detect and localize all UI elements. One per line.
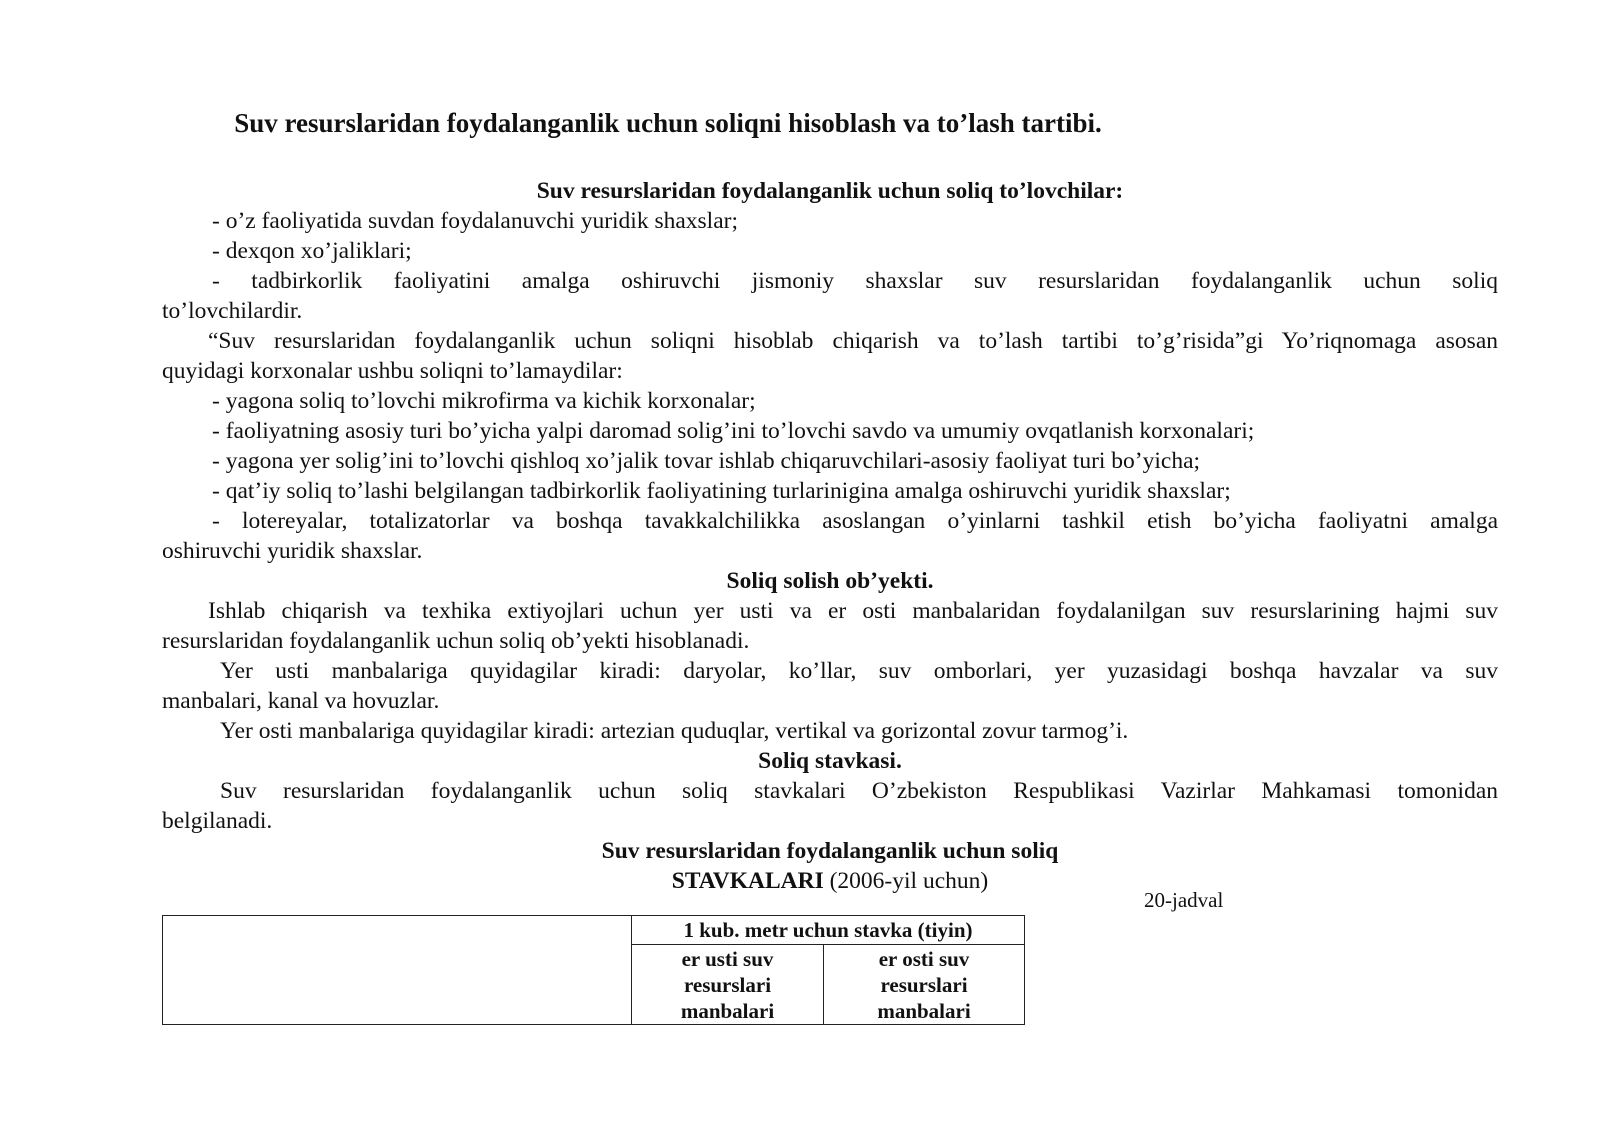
payer-item: - o’z faoliyatida suvdan foydalanuvchi yuridik shaxslar; — [212, 208, 738, 234]
exemption-intro: “Suv resurslaridan foydalanganlik uchun soliqni hisoblab chiqarish va to’lash tartibi to’g’risida”gi Yo’riqnomaga asosan — [208, 328, 1498, 354]
rate-heading: Soliq stavkasi. — [758, 748, 902, 774]
table-col-underground — [824, 945, 1025, 1025]
table-col-surface-line: resurslari — [683, 972, 772, 997]
payer-item-cont: to’lovchilardir. — [162, 298, 303, 324]
object-paragraph: Yer osti manbalariga quyidagilar kiradi: artezian quduqlar, vertikal va gorizontal zovur tarmog’i. — [220, 718, 1129, 744]
table-col-underground-line: er osti suv — [878, 946, 970, 971]
document-title: Suv resurslaridan foydalanganlik uchun soliqni hisoblash va to’lash tartibi. — [234, 108, 1102, 138]
rate-paragraph-cont: belgilanadi. — [162, 808, 273, 834]
exemption-intro-cont: quyidagi korxonalar ushbu soliqni to’lamaydilar: — [162, 358, 623, 384]
table-header-group: 1 kub. metr uchun stavka (tiyin) — [632, 916, 1025, 945]
exemption-item: - faoliyatning asosiy turi bo’yicha yalpi daromad solig’ini to’lovchi savdo va umumiy ovqatlanish korxonalari; — [212, 418, 1255, 444]
table-subtitle — [162, 866, 1498, 896]
object-paragraph: Ishlab chiqarish va texhika extiyojlari uchun yer usti va er osti manbalaridan foydalanilgan suv resurslarining hajmi suv — [208, 598, 1498, 624]
rate-paragraph: Suv resurslaridan foydalanganlik uchun soliq stavkalari O’zbekiston Respublikasi Vazirlar Mahkamasi tomonidan — [220, 778, 1498, 804]
table-subtitle-rest: (2006-yil uchun) — [823, 868, 989, 894]
payer-item: - tadbirkorlik faoliyatini amalga oshiruvchi jismoniy shaxslar suv resurslaridan foydalanganlik uchun soliq — [212, 268, 1498, 294]
table-col-underground-line: resurslari — [880, 972, 968, 997]
exemption-item: - yagona soliq to’lovchi mikrofirma va kichik korxonalar; — [212, 388, 756, 414]
table-number: 20-jadval — [1144, 888, 1224, 912]
payers-heading: Suv resurslaridan foydalanganlik uchun soliq to’lovchilar: — [536, 178, 1124, 204]
table-col-surface-line: er usti suv — [681, 946, 774, 971]
object-paragraph: Yer usti manbalariga quyidagilar kiradi: daryolar, ko’llar, suv omborlari, yer yuzasidagi boshqa havzalar va suv — [220, 658, 1498, 684]
exemption-item: - yagona yer solig’ini to’lovchi qishloq xo’jalik tovar ishlab chiqaruvchilari-asosiy faoliyat turi bo’yicha; — [212, 448, 1201, 474]
payer-item: - dexqon xo’jaliklari; — [212, 238, 412, 264]
object-heading: Soliq solish ob’yekti. — [726, 568, 934, 594]
table-title: Suv resurslaridan foydalanganlik uchun soliq — [601, 838, 1059, 864]
table-col-surface — [632, 945, 824, 1025]
object-paragraph-cont: resurslaridan foydalanganlik uchun soliq ob’yekti hisoblanadi. — [162, 628, 750, 654]
exemption-item: - lotereyalar, totalizatorlar va boshqa tavakkalchilikka asoslangan o’yinlarni tashkil etish bo’yicha faoliyatni amalga — [212, 508, 1498, 534]
exemption-item: - qat’iy soliq to’lashi belgilangan tadbirkorlik faoliyatining turlarinigina amalga oshiruvchi yuridik shaxslar; — [212, 478, 1231, 504]
table-empty-cell — [163, 916, 632, 1025]
table-col-surface-line: manbalari — [680, 998, 775, 1023]
table-col-underground-line: manbalari — [877, 998, 971, 1023]
table-subtitle-bold: STAVKALARI — [671, 868, 824, 894]
exemption-item-cont: oshiruvchi yuridik shaxslar. — [162, 538, 423, 564]
object-paragraph-cont: manbalari, kanal va hovuzlar. — [162, 688, 440, 714]
rates-table — [162, 915, 1025, 1025]
